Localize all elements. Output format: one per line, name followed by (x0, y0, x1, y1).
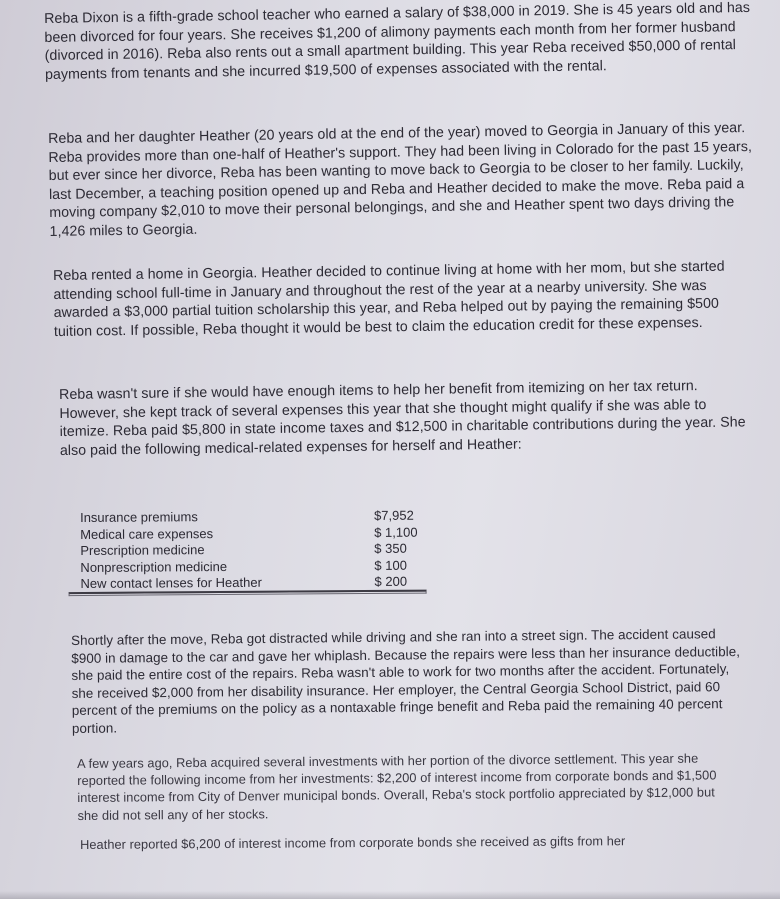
paragraph-heather-income: Heather reported $6,200 of interest income from corporate bonds she received as gifts from her (80, 833, 626, 852)
paragraph-education: Reba rented a home in Georgia. Heather decided to continue living at home with her mom, but she started attending school full-time in January and throughout the rest of the year at a nearby university. She was awarded a $3,000 partial tuition scholarship this year, and Reba helped out by paying the remaining $500 tuition cost. If possible, Reba thought it would be best to claim the education credit for these expenses. (53, 258, 725, 340)
expense-amount: $ 350 (374, 540, 407, 557)
expense-label: Nonprescription medicine (80, 558, 228, 575)
medical-expenses-table (80, 508, 427, 594)
expense-label: New contact lenses for Heather (80, 575, 262, 592)
paragraph-accident: Shortly after the move, Reba got distracted while driving and she ran into a street sign. The accident caused $900 in damage to the car and gave her whiplash. Because the repairs were less than her insurance deductible, she paid the entire cost of the repairs. Reba wasn't able to work for two months after the accident. Fortunately, she received $2,000 from her disability insurance. Her employer, the Central Georgia School District, paid 60 percent of the premiums on the policy as a nontaxable fringe benefit and Reba paid the remaining 40 percent portion. (71, 626, 741, 736)
expense-label: Insurance premiums (80, 509, 198, 525)
expense-amount: $ 100 (374, 557, 407, 573)
paragraph-background: Reba Dixon is a fifth-grade school teacher who earned a salary of $38,000 in 2019. She is 45 years old and has been divorced for four years. She receives $1,200 of alimony payments each month from her former husband (divorced in 2016). Reba also rents out a small apartment building. This year Reba received $50,000 of rental payments from tenants and she incurred $19,500 of expenses associated with the rental. (44, 0, 751, 83)
expense-amount: $ 200 (374, 574, 408, 590)
expense-label: Prescription medicine (80, 542, 205, 559)
page-bottom-shadow (0, 891, 780, 899)
expense-label: Medical care expenses (80, 525, 214, 542)
expense-amount: $7,952 (373, 507, 414, 523)
paragraph-investments: A few years ago, Reba acquired several investments with her portion of the divorce settlement. This year she reported the following income from her investments: $2,200 of interest income from corporate bonds and $1,500 interest income from City of Denver municipal bonds. Overall, Reba's stock portfolio appreciated by $12,000 but she did not sell any of her stocks. (77, 750, 717, 823)
paragraph-itemizing: Reba wasn't sure if she would have enough items to help her benefit from itemizing on her tax return. However, she kept track of several expenses this year that she thought might qualify if she was able to itemize. Reba paid $5,800 in state income taxes and $12,500 in charitable contributions during the year. She also paid the following medical-related expenses for herself and Heather: (59, 378, 746, 459)
expense-amount: $ 1,100 (374, 524, 418, 540)
paragraph-move: Reba and her daughter Heather (20 years old at the end of the year) moved to Georgia in January of this year. Reba provides more than one-half of Heather's support. They had been living in Colorado for the past 15 years, but ever since her divorce, Reba has been wanting to move back to Georgia to be closer to her family. Luckily, last December, a teaching position opened up and Reba and Heather decided to make the move. Reba paid a moving company $2,010 to move their personal belongings, and she and Heather spent two days driving the 1,426 miles to Georgia. (48, 120, 753, 240)
